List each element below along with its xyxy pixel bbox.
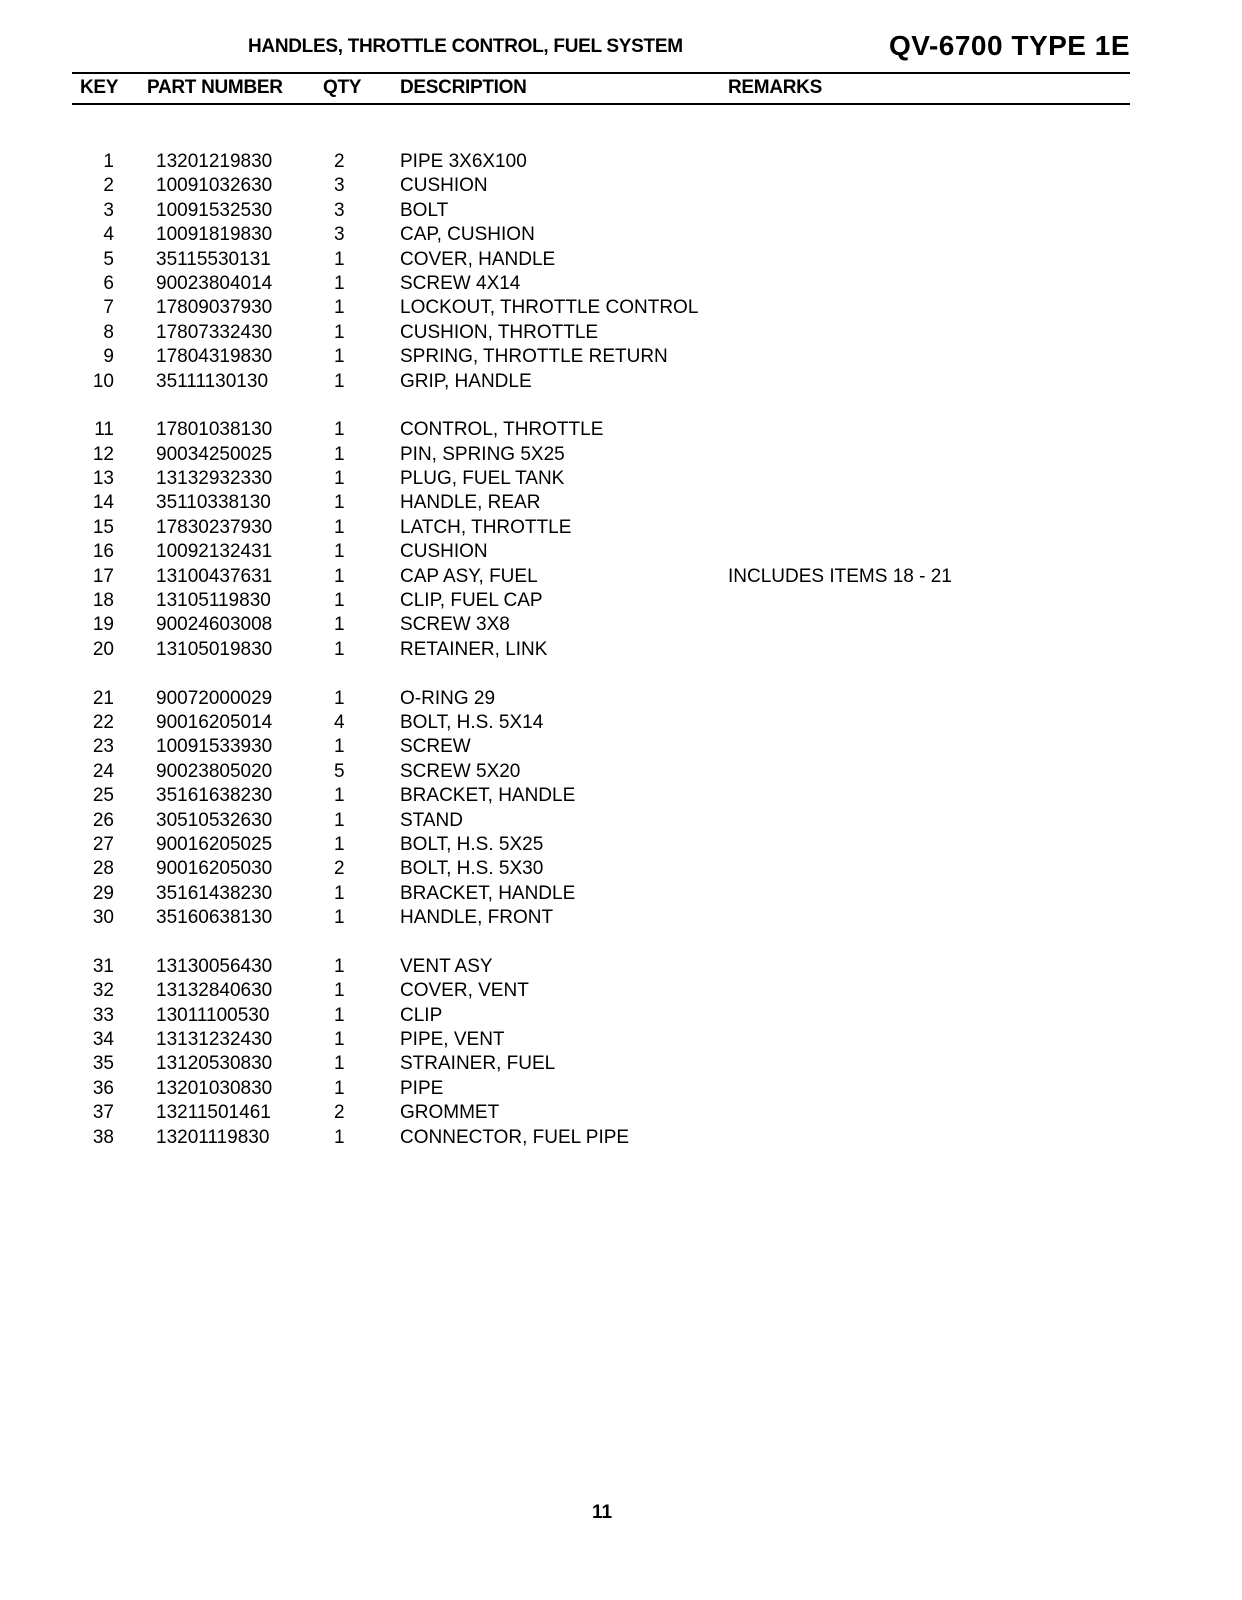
part-description: COVER, HANDLE — [400, 248, 556, 270]
part-row — [0, 418, 1242, 442]
part-qty: 1 — [334, 297, 345, 319]
part-number: 17807332430 — [156, 321, 273, 343]
part-qty: 1 — [334, 907, 345, 929]
part-qty: 2 — [334, 151, 345, 172]
part-qty: 3 — [334, 199, 345, 221]
part-number: 90023805020 — [156, 760, 273, 782]
part-number: 13011100530 — [156, 1004, 270, 1026]
part-qty: 1 — [334, 272, 345, 294]
part-row — [0, 833, 1242, 857]
header-rule-bottom — [72, 103, 1130, 105]
part-number: 30510532630 — [156, 809, 273, 831]
part-key: 7 — [103, 297, 114, 319]
part-number: 10091533930 — [156, 736, 273, 758]
part-qty: 1 — [334, 638, 345, 660]
part-description: CLIP — [400, 1004, 443, 1026]
part-qty: 3 — [334, 224, 345, 246]
part-row — [0, 345, 1242, 369]
part-row — [0, 565, 1242, 589]
part-key: 24 — [92, 760, 114, 782]
header-rule-top — [72, 72, 1130, 74]
part-qty: 1 — [334, 1053, 345, 1075]
part-number: 35161638230 — [156, 785, 273, 807]
part-key: 25 — [92, 785, 114, 807]
part-qty: 1 — [334, 1029, 345, 1051]
part-number: 17801038130 — [156, 419, 273, 441]
part-key: 36 — [92, 1077, 114, 1099]
part-key: 8 — [103, 321, 114, 343]
part-qty: 1 — [334, 321, 345, 343]
part-description: O-RING 29 — [400, 687, 496, 709]
column-header-key: KEY — [80, 77, 119, 98]
part-number: 35161438230 — [156, 882, 273, 904]
part-key: 18 — [92, 590, 114, 612]
part-number: 17830237930 — [156, 516, 273, 538]
part-number: 90023804014 — [156, 272, 273, 294]
part-row — [0, 857, 1242, 881]
part-number: 13105119830 — [156, 590, 271, 612]
part-description: CONTROL, THROTTLE — [400, 419, 604, 441]
part-row — [0, 906, 1242, 930]
part-number: 90016205030 — [156, 858, 273, 880]
part-remarks: INCLUDES ITEMS 18 - 21 — [728, 565, 952, 587]
part-row — [0, 882, 1242, 906]
part-key: 5 — [103, 248, 114, 270]
part-key: 4 — [103, 224, 114, 246]
part-row — [0, 321, 1242, 345]
part-number: 13201030830 — [156, 1077, 273, 1099]
part-key: 11 — [94, 419, 114, 441]
part-description: SPRING, THROTTLE RETURN — [400, 346, 668, 368]
part-key: 14 — [92, 492, 114, 514]
part-key: 12 — [92, 443, 114, 465]
part-description: GROMMET — [400, 1102, 500, 1124]
part-key: 1 — [103, 151, 114, 172]
part-description: BOLT, H.S. 5X14 — [400, 711, 544, 733]
section-title: HANDLES, THROTTLE CONTROL, FUEL SYSTEM — [248, 36, 683, 57]
part-description: HANDLE, FRONT — [400, 907, 554, 929]
part-key: 35 — [92, 1053, 114, 1075]
part-description: SCREW 5X20 — [400, 760, 521, 782]
part-key: 30 — [92, 907, 114, 929]
part-key: 22 — [92, 711, 114, 733]
part-description: SCREW 3X8 — [400, 614, 510, 636]
part-number: 90024603008 — [156, 614, 273, 636]
part-description: STAND — [400, 809, 463, 831]
part-description: LOCKOUT, THROTTLE CONTROL — [400, 297, 699, 319]
part-qty: 1 — [334, 1126, 345, 1148]
page-number: 11 — [591, 1502, 613, 1523]
part-number: 13131232430 — [156, 1029, 273, 1051]
part-qty: 1 — [334, 955, 345, 977]
part-number: 90016205025 — [156, 833, 273, 855]
part-row — [0, 1028, 1242, 1052]
part-key: 23 — [92, 736, 114, 758]
part-qty: 2 — [334, 1102, 345, 1124]
part-key: 26 — [92, 809, 114, 831]
part-row — [0, 687, 1242, 711]
part-qty: 3 — [334, 175, 345, 197]
part-row — [0, 809, 1242, 833]
part-number: 35115530131 — [156, 248, 271, 270]
part-qty: 1 — [334, 882, 345, 904]
part-row — [0, 784, 1242, 808]
part-row — [0, 370, 1242, 394]
part-number: 13130056430 — [156, 955, 273, 977]
part-description: HANDLE, REAR — [400, 492, 541, 514]
part-number: 10091032630 — [156, 175, 273, 197]
part-description: PIPE — [400, 1077, 444, 1099]
part-row — [0, 272, 1242, 296]
parts-group — [0, 150, 1242, 394]
part-row — [0, 1077, 1242, 1101]
part-description: BOLT, H.S. 5X25 — [400, 833, 544, 855]
part-row — [0, 199, 1242, 223]
part-key: 20 — [92, 638, 114, 660]
parts-list — [0, 150, 1242, 1174]
part-row — [0, 248, 1242, 272]
part-number: 13120530830 — [156, 1053, 273, 1075]
part-row — [0, 1101, 1242, 1125]
part-key: 2 — [103, 175, 114, 197]
part-key: 19 — [92, 614, 114, 636]
part-description: VENT ASY — [400, 955, 493, 977]
part-row — [0, 589, 1242, 613]
part-row — [0, 979, 1242, 1003]
part-qty: 1 — [334, 370, 345, 392]
part-description: RETAINER, LINK — [400, 638, 548, 660]
part-description: BOLT, H.S. 5X30 — [400, 858, 544, 880]
part-row — [0, 443, 1242, 467]
part-key: 27 — [92, 833, 114, 855]
part-qty: 1 — [334, 565, 345, 587]
part-qty: 1 — [334, 1077, 345, 1099]
model-title: QV-6700 TYPE 1E — [889, 30, 1130, 61]
part-description: CLIP, FUEL CAP — [400, 590, 543, 612]
part-description: SCREW — [400, 736, 471, 758]
part-row — [0, 1126, 1242, 1150]
part-qty: 1 — [334, 541, 345, 563]
part-description: PIPE, VENT — [400, 1029, 505, 1051]
part-qty: 1 — [334, 833, 345, 855]
part-row — [0, 223, 1242, 247]
part-description: PIN, SPRING 5X25 — [400, 443, 565, 465]
part-number: 90072000029 — [156, 687, 273, 709]
part-description: LATCH, THROTTLE — [400, 516, 572, 538]
part-key: 37 — [92, 1102, 114, 1124]
part-number: 17809037930 — [156, 297, 273, 319]
part-number: 35111130130 — [156, 370, 269, 392]
part-number: 35160638130 — [156, 907, 273, 929]
part-row — [0, 613, 1242, 637]
part-key: 28 — [92, 858, 114, 880]
part-description: CONNECTOR, FUEL PIPE — [400, 1126, 630, 1148]
part-description: COVER, VENT — [400, 980, 529, 1002]
part-key: 17 — [92, 565, 114, 587]
parts-group — [0, 687, 1242, 931]
part-description: SCREW 4X14 — [400, 272, 521, 294]
part-qty: 1 — [334, 516, 345, 538]
part-description: CAP, CUSHION — [400, 224, 535, 246]
part-qty: 2 — [334, 858, 345, 880]
part-key: 34 — [92, 1029, 114, 1051]
part-row — [0, 150, 1242, 174]
part-key: 33 — [92, 1004, 114, 1026]
part-row — [0, 1052, 1242, 1076]
part-qty: 1 — [334, 736, 345, 758]
part-description: BRACKET, HANDLE — [400, 785, 576, 807]
part-description: CUSHION, THROTTLE — [400, 321, 599, 343]
column-header-part-number: PART NUMBER — [147, 77, 283, 98]
part-number: 10091819830 — [156, 224, 273, 246]
part-qty: 1 — [334, 590, 345, 612]
column-header-remarks: REMARKS — [728, 77, 822, 98]
column-header-qty: QTY — [323, 77, 362, 98]
part-row — [0, 296, 1242, 320]
part-number: 10091532530 — [156, 199, 273, 221]
part-number: 13132932330 — [156, 468, 273, 490]
part-key: 15 — [92, 516, 114, 538]
part-description: PIPE 3X6X100 — [400, 151, 527, 172]
part-qty: 1 — [334, 492, 345, 514]
part-key: 38 — [92, 1126, 114, 1148]
part-row — [0, 174, 1242, 198]
part-qty: 1 — [334, 443, 345, 465]
part-key: 9 — [103, 346, 114, 368]
part-key: 21 — [92, 687, 114, 709]
part-number: 90034250025 — [156, 443, 273, 465]
part-number: 13105019830 — [156, 638, 273, 660]
part-qty: 1 — [334, 468, 345, 490]
part-key: 3 — [103, 199, 114, 221]
part-description: BOLT — [400, 199, 449, 221]
part-qty: 1 — [334, 687, 345, 709]
part-row — [0, 467, 1242, 491]
part-key: 29 — [92, 882, 114, 904]
part-qty: 1 — [334, 248, 345, 270]
part-row — [0, 711, 1242, 735]
part-row — [0, 516, 1242, 540]
parts-group — [0, 955, 1242, 1150]
part-number: 17804319830 — [156, 346, 273, 368]
part-qty: 4 — [334, 711, 345, 733]
part-row — [0, 638, 1242, 662]
part-description: BRACKET, HANDLE — [400, 882, 576, 904]
part-key: 31 — [92, 955, 114, 977]
part-row — [0, 540, 1242, 564]
part-number: 13211501461 — [156, 1102, 271, 1124]
part-key: 10 — [92, 370, 114, 392]
part-qty: 1 — [334, 614, 345, 636]
part-qty: 1 — [334, 1004, 345, 1026]
part-row — [0, 760, 1242, 784]
part-number: 90016205014 — [156, 711, 273, 733]
part-number: 13132840630 — [156, 980, 273, 1002]
part-number: 35110338130 — [156, 492, 271, 514]
part-description: CAP ASY, FUEL — [400, 565, 538, 587]
part-qty: 1 — [334, 785, 345, 807]
part-description: CUSHION — [400, 541, 488, 563]
part-qty: 1 — [334, 346, 345, 368]
part-description: PLUG, FUEL TANK — [400, 468, 565, 490]
part-description: CUSHION — [400, 175, 488, 197]
part-number: 13201119830 — [156, 1126, 270, 1148]
part-qty: 1 — [334, 419, 345, 441]
part-number: 10092132431 — [156, 541, 273, 563]
part-key: 32 — [92, 980, 114, 1002]
part-row — [0, 1004, 1242, 1028]
parts-group — [0, 418, 1242, 662]
column-header-description: DESCRIPTION — [400, 77, 527, 98]
part-description: GRIP, HANDLE — [400, 370, 532, 392]
part-number: 13201219830 — [156, 151, 273, 172]
part-qty: 1 — [334, 809, 345, 831]
part-description: STRAINER, FUEL — [400, 1053, 556, 1075]
part-qty: 5 — [334, 760, 345, 782]
part-row — [0, 955, 1242, 979]
part-number: 13100437631 — [156, 565, 273, 587]
part-key: 6 — [103, 272, 114, 294]
part-row — [0, 491, 1242, 515]
part-key: 16 — [92, 541, 114, 563]
part-qty: 1 — [334, 980, 345, 1002]
part-row — [0, 735, 1242, 759]
part-key: 13 — [92, 468, 114, 490]
